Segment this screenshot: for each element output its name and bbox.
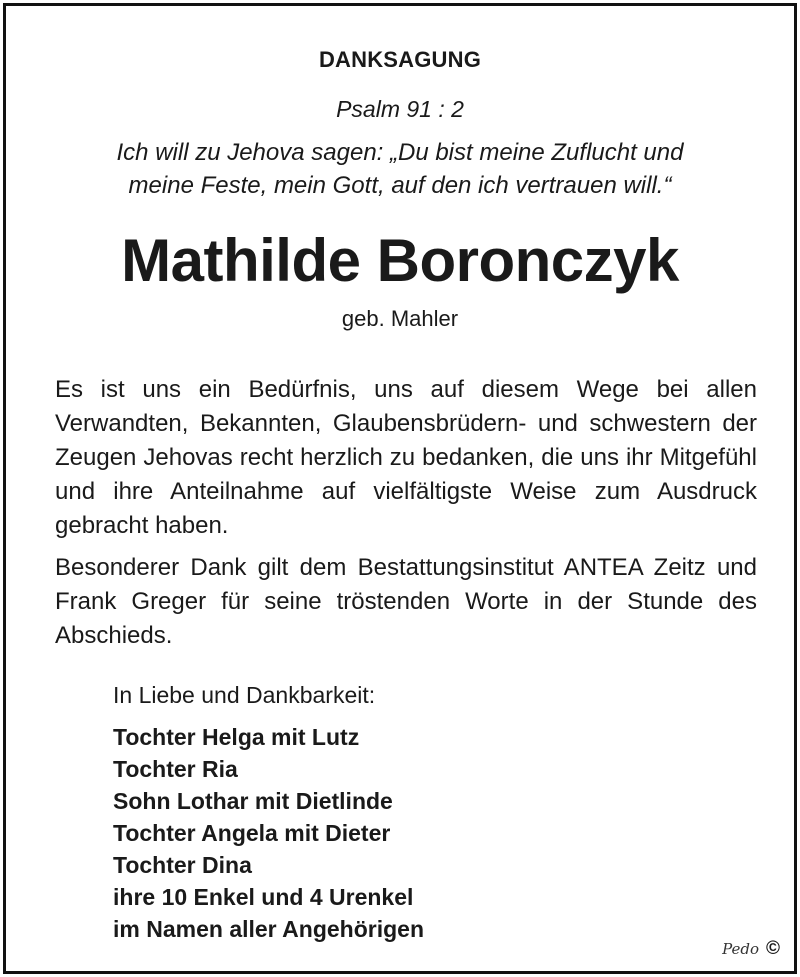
deceased-name: Mathilde Boronczyk	[121, 227, 679, 294]
signer-item: im Namen aller Angehörigen	[113, 916, 424, 942]
verse-line: Ich will zu Jehova sagen: „Du bist meine Zuflucht und	[116, 139, 684, 166]
signer-item: Sohn Lothar mit Dietlinde	[113, 788, 393, 814]
signer-item: Tochter Helga mit Lutz	[113, 724, 360, 750]
signers-list	[113, 721, 424, 945]
psalm-reference: Psalm 91 : 2	[336, 96, 464, 122]
birth-name: geb. Mahler	[341, 306, 459, 331]
notice-heading: DANKSAGUNG	[318, 47, 482, 72]
signer-item: ihre 10 Enkel und 4 Urenkel	[113, 884, 414, 910]
signer-item: Tochter Dina	[113, 852, 252, 878]
special-thanks-paragraph: Besonderer Dank gilt dem Bestattungsinstitut ANTEA Zeitz und Frank Greger für seine tröstenden Worte in der Stunde des Abschieds.	[55, 554, 757, 649]
maker-logo: Pedo	[722, 940, 759, 958]
maker-mark	[722, 938, 780, 960]
notice-frame	[3, 3, 797, 974]
psalm-verse	[6, 136, 794, 202]
signer-item: Tochter Ria	[113, 756, 238, 782]
closing-line: In Liebe und Dankbarkeit:	[113, 682, 376, 708]
signer-item: Tochter Angela mit Dieter	[113, 820, 391, 846]
copyright-icon: ©	[766, 938, 780, 959]
thanks-paragraph: Es ist uns ein Bedürfnis, uns auf diesem Wege bei allen Verwandten, Bekannten, Glaubensbrüdern- und schwestern der Zeugen Jehovas recht herzlich zu bedanken, die uns ihr Mitgefühl und ihre Anteilnahme auf vielfältigste Weise zum Ausdruck gebracht haben.	[55, 376, 757, 539]
verse-line: meine Feste, mein Gott, auf den ich vertrauen will.“	[128, 172, 672, 199]
